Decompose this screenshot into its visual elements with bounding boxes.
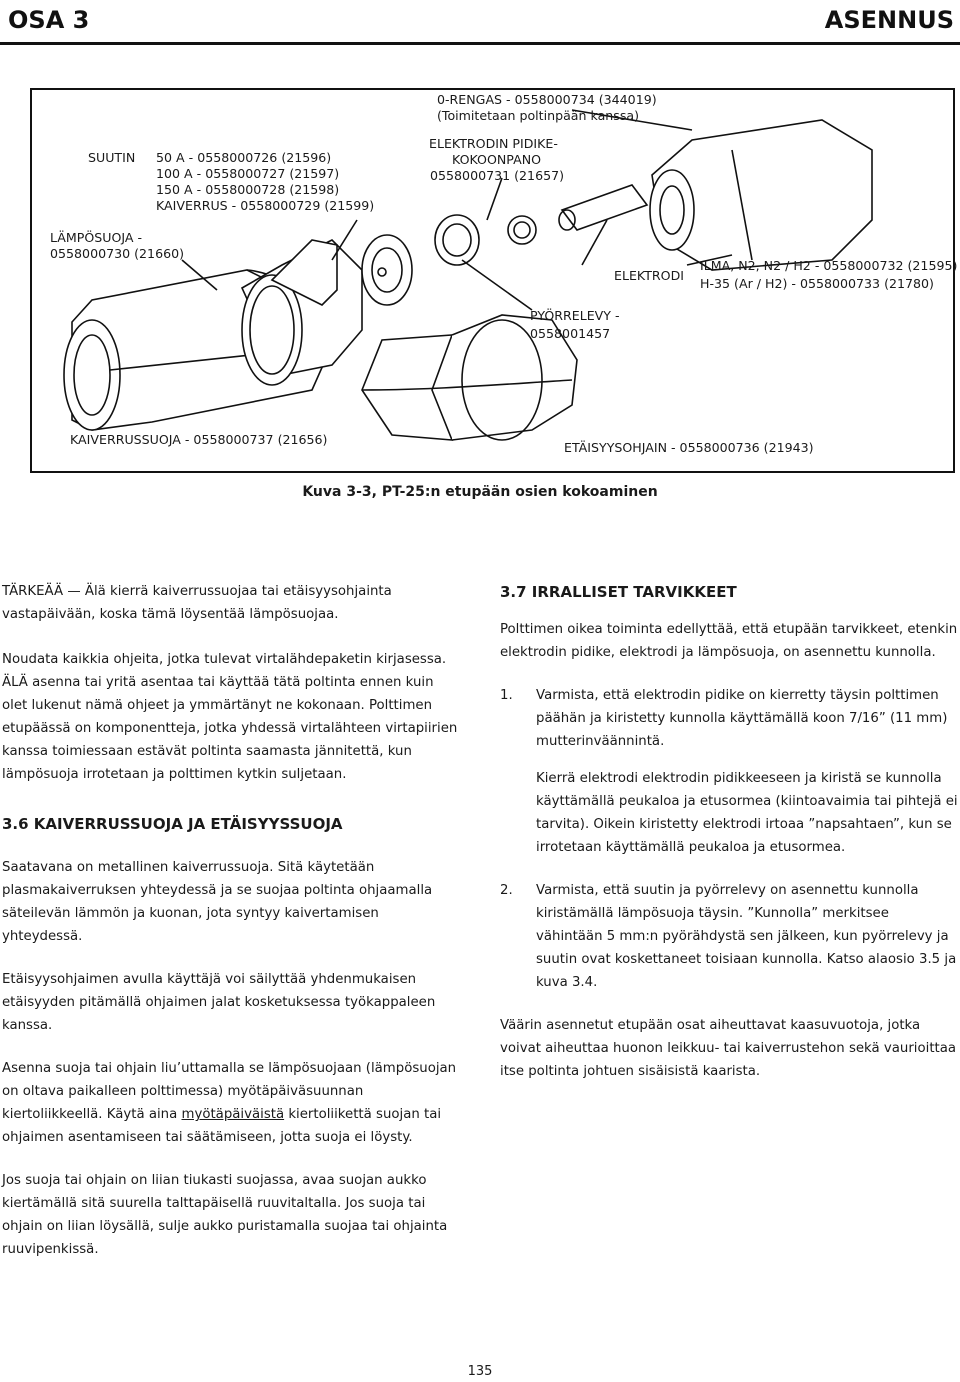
paragraph-incorrect-install: Väärin asennetut etupään osat aiheuttavat kaasuvuotoja, jotka voivat aiheuttaa huonon leikkuu- tai kaiverrustehon sekä vaurioittaa itse poltinta johtuen sisäisistä kaarista.: [500, 1018, 957, 1079]
list-item-1-subtext: Kierrä elektrodi elektrodin pidikkeeseen ja kiristä se kunnolla käyttämällä peukaloa ja etusormea (kiintoavaimia tai pihtejä ei tarvita). Oikein kiristetty elektrodi irtoaa ”napsahtaen”, kun se irrotetaan käyttämällä peukaloa ja etusormea.: [536, 771, 958, 855]
label-lamposuoja-2: 0558000730 (21660): [50, 246, 185, 261]
label-lamposuoja-1: LÄMPÖSUOJA -: [50, 230, 143, 245]
header-divider: [0, 42, 960, 45]
label-pyorrelevy-1: PYÖRRELEVY -: [530, 308, 620, 323]
label-suutin: SUUTIN: [88, 150, 136, 165]
label-pidike-2: KOKOONPANO: [452, 152, 542, 167]
list-item-1: [500, 684, 958, 859]
label-pidike-1: ELEKTRODIN PIDIKE-: [429, 136, 558, 151]
figure-caption: Kuva 3-3, PT-25:n etupään osien kokoaminen: [302, 484, 658, 500]
label-ilma-2: H-35 (Ar / H2) - 0558000733 (21780): [700, 276, 934, 291]
page-header: [0, 0, 960, 40]
label-orengas-2: (Toimitetaan poltinpään kanssa): [437, 108, 640, 123]
install-text-underlined: myötäpäiväistä: [181, 1107, 285, 1122]
list-number-2: 2.: [500, 883, 513, 898]
page-number: 135: [467, 1364, 493, 1379]
label-suutin-kaiverrus: KAIVERRUS - 0558000729 (21599): [156, 198, 375, 213]
section-heading-3-7: 3.7 IRRALLISET TARVIKKEET: [500, 583, 737, 601]
label-elektrodi: ELEKTRODI: [614, 268, 684, 283]
list-item-2: [500, 879, 958, 994]
right-column: [500, 580, 958, 1083]
paragraph-adjust-guard: Jos suoja tai ohjain on liian tiukasti suojassa, avaa suojan aukko kiertämällä sitä suurella talttapäisellä ruuvitaltalla. Jos suoja tai ohjain on liian löysällä, sulje aukko puristamalla suojaa tai ohjainta ruuvipenkissä.: [2, 1173, 448, 1257]
label-pyorrelevy-2: 0558001457: [530, 326, 611, 341]
paragraph-consumables-intro: Polttimen oikea toiminta edellyttää, että etupään tarvikkeet, etenkin elektrodin pidike, elektrodi ja lämpösuoja, on asennettu kunnolla.: [500, 622, 958, 660]
label-suutin-150: 150 A - 0558000728 (21598): [156, 182, 340, 197]
paragraph-install-guard: [2, 1057, 460, 1149]
paragraph-engraving-shield: Saatavana on metallinen kaiverrussuoja. Sitä käytetään plasmakaiverruksen yhteydessä ja se suojaa poltinta ohjaamalla säteilevän lämmön ja kuonan, jota syntyy kaivertamisen yhteydessä.: [2, 860, 433, 944]
important-note: TÄRKEÄÄ — Älä kierrä kaiverrussuojaa tai etäisyysohjainta vastapäivään, koska tämä löysentää lämpösuojaa.: [2, 584, 392, 622]
list-number-1: 1.: [500, 688, 513, 703]
section-heading-3-6: 3.6 KAIVERRUSSUOJA JA ETÄISYYSSUOJA: [2, 815, 343, 833]
left-column: [2, 580, 460, 1261]
label-pidike-3: 0558000731 (21657): [430, 168, 565, 183]
label-ilma-1: ILMA, N2, N2 / H2 - 0558000732 (21595): [700, 258, 958, 273]
label-orengas-1: 0-RENGAS - 0558000734 (344019): [437, 92, 657, 107]
install-text-a: Asenna suoja tai ohjain liu’uttamalla se lämpösuojaan (lämpösuojan on oltava paikalleen polttimessa) myötäpäiväsuunnan kiertoliikkeellä. Käytä aina: [2, 1061, 457, 1122]
exploded-view-figure: [30, 88, 958, 473]
label-suutin-100: 100 A - 0558000727 (21597): [156, 166, 340, 181]
label-suutin-50: 50 A - 0558000726 (21596): [156, 150, 332, 165]
label-etaisyysohjain: ETÄISYYSOHJAIN - 0558000736 (21943): [564, 440, 814, 455]
install-text-b: kiertoliikettä suojan tai ohjaimen asentamiseen tai säätämiseen, jotta suoja ei löysty.: [2, 1107, 442, 1145]
section-title: ASENNUS: [824, 6, 954, 34]
list-item-2-text: Varmista, että suutin ja pyörrelevy on asennettu kunnolla kiristämällä lämpösuoja täysin. ”Kunnolla” merkitsee vähintään 5 mm:n pyörähdystä sen jälkeen, kun pyörrelevy ja suutin ovat koskettaneet toisiaan kunnolla. Katso alaosio 3.5 ja kuva 3.4.: [536, 883, 957, 990]
label-kaiverrussuoja: KAIVERRUSSUOJA - 0558000737 (21656): [70, 432, 328, 447]
list-item-1-text: Varmista, että elektrodin pidike on kierretty täysin polttimen päähän ja kiristetty kunnolla käyttämällä koon 7/16” (11 mm) mutterinväännintä.: [536, 688, 948, 749]
section-label: OSA 3: [8, 6, 90, 34]
paragraph-standoff-guide: Etäisyysohjaimen avulla käyttäjä voi säilyttää yhdenmukaisen etäisyyden pitämällä ohjaimen jalat kosketuksessa työkappaleen kanssa.: [2, 972, 436, 1033]
paragraph-instructions: Noudata kaikkia ohjeita, jotka tulevat virtalähdepaketin kirjasessa. ÄLÄ asenna tai yritä asentaa tai käyttää tätä poltinta ennen kuin olet lukenut nämä ohjeet ja ymmärtänyt ne kokonaan. Polttimen etupäässä on komponentteja, jotka yhdessä virtalähteen virtapiirien kanssa toimiessaan estävät poltinta saamasta jännitettä, kun lämpösuoja irrotetaan ja polttimen kytkin suljetaan.: [2, 652, 458, 782]
